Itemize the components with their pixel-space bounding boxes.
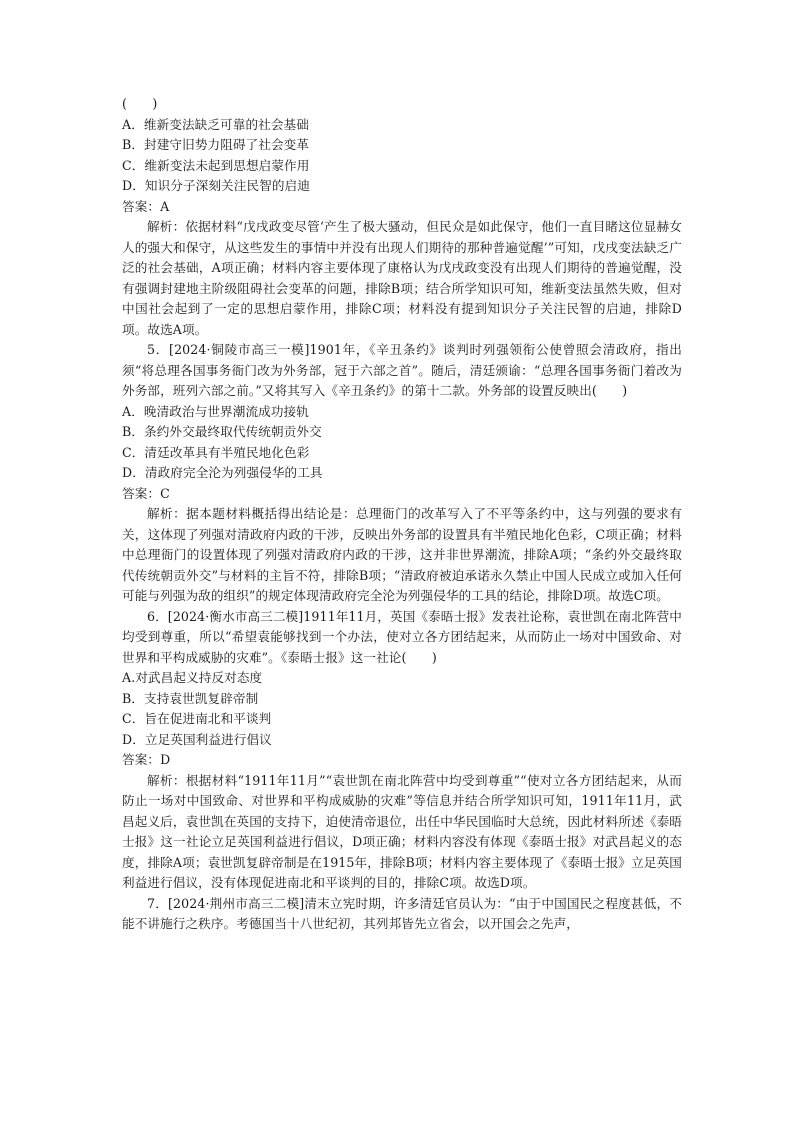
question-6-analysis: 解析：根据材料“1911年11月”“袁世凯在南北阵营中均受到尊重”“使对立各方团结起来，从而防止一场对中国致命、对世界和平构成威胁的灾难”等信息并结合所学知识可知，1911年11月，武昌起义后，袁世凯在英国的支持下，迫使清帝退位，出任中华民国临时大总统，因此材料所述《泰晤士报》这一社论立足英国利益进行倡议，D项正确；材料内容没有体现《泰晤士报》对武昌起义的态度，排除A项；袁世凯复辟帝制是在1915年，排除B项；材料内容主要体现了《泰晤士报》立足英国利益进行倡议，没有体现促进南北和平谈判的目的，排除C项。故选D项。 [122,772,682,890]
question-5-answer: 答案：C [122,485,170,501]
question-5-analysis: 解析：据本题材料概括得出结论是：总理衙门的改革写入了不平等条约中，这与列强的要求有关，这体现了列强对清政府内政的干涉，反映出外务部的设置具有半殖民地化色彩，C项正确；材料中总理衙门的设置体现了列强对清政府内政的干涉，这并非世界潮流，排除A项；“条约外交最终取代传统朝贡外交”与材料的主旨不符，排除B项；“清政府被迫承诺永久禁止中国人民成立或加入任何可能与列强为敌的组织”的规定体现清政府完全沦为列强侵华的工具的结论，排除D项。故选C项。 [122,506,682,603]
question-6-option-c: C．旨在促进南北和平谈判 [122,711,272,726]
question-6-option-a: A.对武昌起义持反对态度 [122,670,263,685]
question-4-stem-tail: ( ) [122,96,158,111]
question-7-stem: 7．[2024·荆州市高三二模]清末立宪时期，许多清廷官员认为：“由于中国国民之程度甚低，不能不讲施行之秩序。考德国当十八世纪初，其列邦皆先立省会，以开国会之先声， [122,895,682,931]
question-6-answer: 答案：D [122,752,171,767]
question-6-stem: 6．[2024·衡水市高三二模]1911年11月，英国《泰晤士报》发表社论称，袁世凯在南北阵营中均受到尊重，所以“希望袁能够找到一个办法，使对立各方团结起来，从而防止一场对中国致命、对世界和平构成威胁的灾难”。《泰晤士报》这一社论( ) [122,608,682,665]
question-4-analysis: 解析：依据材料“戊戌政变尽管‘产生了极大骚动，但民众是如此保守，他们一直目睹这位显赫女人的强大和保守，从这些发生的事情中并没有出现人们期待的那种普遍觉醒’”可知，戊戌变法缺乏广泛的社会基础，A项正确；材料内容主要体现了康格认为戊戌政变没有出现人们期待的普遍觉醒，没有强调封建地主阶级阻碍社会变革的问题，排除B项；结合所学知识可知，维新变法虽然失败，但对中国社会起到了一定的思想启蒙作用，排除C项；材料没有提到知识分子关注民智的启迪，排除D项。故选A项。 [122,219,682,337]
question-6-option-b: B．支持袁世凯复辟帝制 [122,690,259,706]
question-4-option-c: C．维新变法未起到思想启蒙作用 [122,157,310,173]
question-4-answer: 答案：A [122,198,170,214]
question-5-option-c: C．清廷改革具有半殖民地化色彩 [122,444,310,460]
question-5-option-b: B．条约外交最终取代传统朝贡外交 [122,424,322,439]
question-4-option-a: A．维新变法缺乏可靠的社会基础 [122,116,309,132]
question-6-option-d: D．立足英国利益进行倡议 [122,731,272,747]
question-4-option-d: D．知识分子深刻关注民智的启迪 [122,178,310,193]
question-5-stem: 5．[2024·铜陵市高三一模]1901年，《辛丑条约》谈判时列强领衔公使曾照会清政府，指出须“将总理各国事务衙门改为外务部，冠于六部之首”。随后，清廷颁谕：“总理各国事务衙门着改为外务部，班列六部之前。”又将其写入《辛丑条约》的第十二款。外务部的设置反映出( ) [122,342,682,398]
question-5-option-d: D．清政府完全沦为列强侵华的工具 [122,465,323,480]
question-5-option-a: A．晚清政治与世界潮流成功接轨 [122,403,309,419]
question-4-option-b: B．封建守旧势力阻碍了社会变革 [122,137,310,152]
document-body [122,94,682,935]
